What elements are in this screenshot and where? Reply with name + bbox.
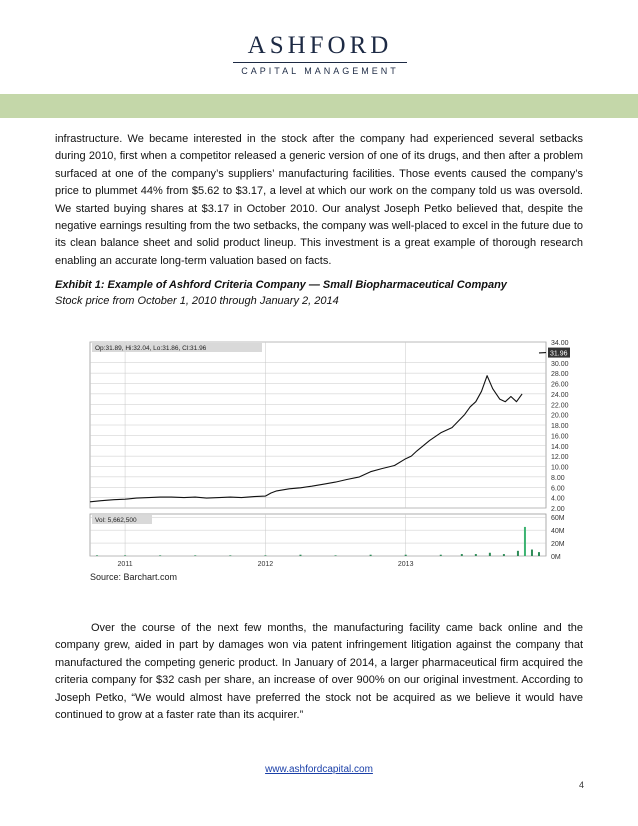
price-tick-label: 2.00 [551,506,565,513]
volume-tick-label: 60M [551,515,565,523]
volume-bar [124,555,126,556]
website-link[interactable]: www.ashfordcapital.com [265,764,373,775]
volume-bar [194,555,196,556]
price-tick-label: 4.00 [551,495,565,503]
price-tick-label: 10.00 [551,464,569,472]
volume-panel [90,514,546,556]
paragraph-outcome: Over the course of the next few months, the manufacturing facility came back online and the company grew, aided in part by damages won via patent infringement litigation against the company that manufactured the competing generic product. In January of 2014, a larger pharmaceutical firm acquired the criteria company for $32 cash per share, an increase of over 900% on our original investment. According to Joseph Petko, “We would almost have preferred the stock not be acquired as we believe it would have continued to grow at a faster rate than its acquirer.” [55,622,583,722]
volume-bar [229,555,231,556]
exhibit-subtitle: Stock price from October 1, 2010 through January 2, 2014 [55,295,339,307]
stock-price-chart [88,338,588,570]
price-tick-label: 34.00 [551,340,569,347]
volume-tick-label: 40M [551,528,565,536]
letterhead [0,0,638,120]
volume-bar [489,553,491,556]
volume-bar [335,555,337,556]
price-tick-label: 16.00 [551,433,569,441]
volume-bar [517,551,519,556]
year-label: 2012 [257,561,274,568]
price-tick-label: 28.00 [551,371,569,379]
volume-bar [159,555,161,556]
brand-divider [233,62,407,63]
price-tick-label: 6.00 [551,485,565,493]
exhibit-title: Exhibit 1: Example of Ashford Criteria Company — Small Biopharmaceutical Company [55,279,507,291]
last-price-label: 31.96 [550,350,568,358]
volume-tick-label: 0M [551,554,561,561]
chart-source: Source: Barchart.com [90,572,178,582]
price-tick-label: 12.00 [551,454,569,462]
volume-bar [475,554,477,556]
price-tick-label: 20.00 [551,412,569,420]
header-band [0,94,638,118]
brand-name: ASHFORD [247,32,393,59]
volume-bar [96,555,98,556]
volume-bar [538,552,540,556]
volume-bar [299,555,301,556]
volume-legend: Vol: 5,662,500 [95,517,137,524]
price-tick-label: 22.00 [551,402,569,410]
volume-bar [524,527,526,556]
year-label: 2013 [397,561,414,568]
brand-subtitle: CAPITAL MANAGEMENT [241,66,399,76]
price-legend: Op:31.89, Hi:32.04, Lo:31.86, Cl:31.96 [95,345,207,352]
price-tick-label: 14.00 [551,443,569,451]
year-label: 2011 [117,561,133,568]
volume-bar [440,555,442,556]
page-number: 4 [578,780,584,790]
price-tick-label: 18.00 [551,423,569,430]
volume-bar [264,555,266,556]
price-tick-label: 24.00 [551,391,569,399]
volume-bar [531,550,533,556]
paragraph-intro: infrastructure. We became interested in the stock after the company had experienced several setbacks during 2010, first when a competitor released a generic version of one of its drugs, and then after a problem surfaced at one of the company’s suppliers’ manufacturing facilities. Those events caused the company’s price to plummet 44% from $5.62 to $3.17, a level at which our work on the company told us was oversold. We started buying shares at $3.17 in October 2010. Our analyst Joseph Petko believed that, despite the negative earnings resulting from the two setbacks, the company was well-placed to excel in the future due to its clean balance sheet and solid product lineup. This investment is a great example of thorough research enabling an accurate long-term valuation based on facts. [55,133,583,267]
volume-bar [503,554,505,556]
volume-tick-label: 20M [551,541,565,549]
volume-bar [405,555,407,556]
volume-bar [461,554,463,556]
volume-bar [370,555,372,556]
price-tick-label: 26.00 [551,381,569,389]
price-tick-label: 8.00 [551,474,565,482]
price-tick-label: 30.00 [551,360,569,368]
